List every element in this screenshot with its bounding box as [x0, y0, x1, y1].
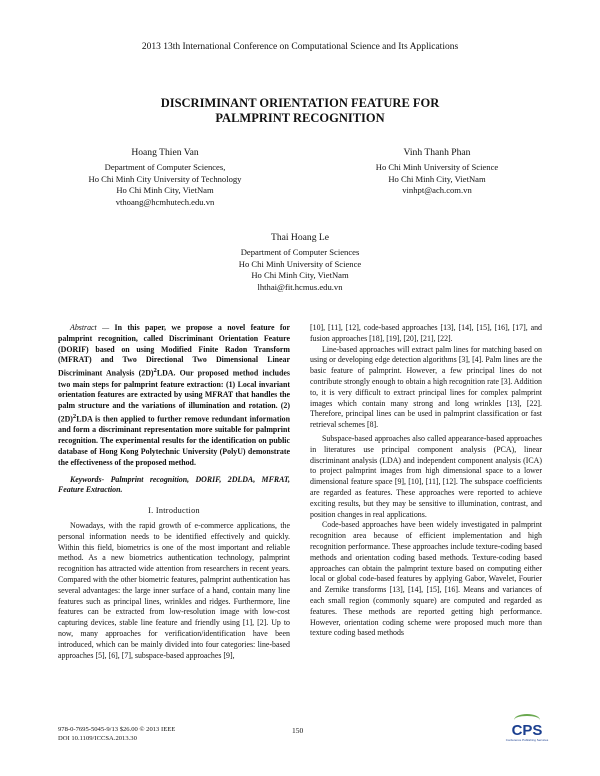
- keywords-label: Keywords-: [70, 474, 105, 484]
- logo-subtitle: Conference Publishing Services: [505, 738, 549, 742]
- keywords: [58, 475, 290, 497]
- abstract-sep: —: [96, 323, 115, 332]
- author-email: vthoang@hcmhutech.edu.vn: [115, 196, 215, 207]
- author-affil-line: Department of Computer Sciences,: [104, 162, 226, 173]
- conference-header: 2013 13th International Conference on Computational Science and Its Applications: [141, 42, 459, 52]
- right-column: [310, 323, 542, 639]
- paper-title: [0, 96, 600, 126]
- left-column: [58, 323, 290, 661]
- body-paragraph: [10], [11], [12], code-based approaches [13], [14], [15], [16], [17], and fusion approaches [18], [19], [20], [21], [22].: [310, 323, 542, 343]
- author-affil-line: Ho Chi Minh City, VietNam: [388, 173, 486, 184]
- author-affil-line: Ho Chi Minh City University of Technology: [88, 173, 242, 184]
- abstract-sup-2: 2: [72, 413, 77, 420]
- author-name: Thai Hoang Le: [270, 232, 330, 243]
- abstract: [58, 323, 290, 469]
- footer-line: DOI 10.1109/ICCSA.2013.30: [58, 735, 137, 742]
- abstract-sup-1: 2: [153, 367, 157, 375]
- abstract-label: Abstract: [70, 323, 97, 332]
- title-line-2: PALMPRINT RECOGNITION: [215, 111, 385, 125]
- author-affil-line: Ho Chi Minh University of Science: [238, 258, 362, 269]
- cps-logo: [502, 716, 552, 742]
- author-affil-line: Ho Chi Minh City, VietNam: [116, 185, 214, 196]
- section-heading: I. Introduction: [148, 506, 200, 516]
- body-paragraph: Subspace-based approaches also called appearance-based approaches in literatures use principal component analysis (PCA), linear discriminant analysis (LDA) and independent component analysis (ICA) to project palmprint images from high dimensional space to a lower dimensional feature space [9], [10], [11], [12]. The subspace coefficients are regarded as features. These approaches were reported to achieve exciting results, but they may be sensitive to illumination, contrast, and position changes in real applications.: [310, 433, 542, 519]
- author-affil-line: Department of Computer Sciences: [240, 247, 360, 258]
- author-block-1: [50, 147, 280, 208]
- intro-paragraph: Nowadays, with the rapid growth of e-commerce applications, the personal information needs to be identified effectively and quickly. Within this field, biometrics is one of the most important and reliable method. As a new biometrics authentication technology, palmprint recognition has attracted wide attention from researchers in recent years. Compared with the other biometric features, palmprint authentication has several advantages: the large inner surface of a hand, contain many line features such as principal lines, wrinkles and ridges. Furthermore, line features can be extracted from low-resolution image with low-cost capturing devices, stable line feature and friendly using [1], [2]. Up to now, many approaches for verification/identification have been introduced, which can be mainly divided into four categories: line-based approaches [5], [6], [7], subspace-based approaches [9],: [58, 521, 290, 660]
- author-affil-line: Ho Chi Minh City, VietNam: [251, 270, 349, 281]
- author-name: Hoang Thien Van: [131, 147, 199, 158]
- author-name: Vinh Thanh Phan: [403, 147, 471, 158]
- body-paragraph: Line-based approaches will extract palm lines for matching based on using or developing edge detection algorithms [3], [4]. Palm lines are the basic feature of palmprint. However, a few principal lines do not contribute strongly enough to obtain a high recognition rate [3]. Addition to, it is very difficult to extract principal lines for complex palmprint images which contain many strong and long wrinkles [13], [22]. Therefore, principal lines can be used in palmprint classification or fast retrieval schemes [8].: [310, 344, 542, 430]
- author-block-3: [185, 232, 415, 293]
- author-email: vinhpt@ach.com.vn: [402, 185, 472, 196]
- abstract-text-1: In this paper, we propose a novel feature for palmprint recognition, called Discriminant Orientation Feature (DORIF) based on using Modified Finite Radon Transform (MFRAT) and Two Directional Two Dimensional Linear Discriminant Analysis (2D): [58, 323, 290, 378]
- title-line-1: DISCRIMINANT ORIENTATION FEATURE FOR: [160, 96, 440, 110]
- keywords-text: Palmprint recognition, DORIF, 2DLDA, MFRAT, Feature Extraction.: [58, 474, 290, 495]
- logo-text: CPS: [511, 722, 543, 739]
- copyright-footer: [58, 725, 175, 743]
- author-affil-line: Ho Chi Minh University of Science: [375, 162, 499, 173]
- body-paragraph: Code-based approaches have been widely investigated in palmprint recognition area because of efficient implementation and high recognition performance. These approaches include texture-coding based methods and orientation coding based methods. Texture-coding based approaches can obtain the palmprint texture based on computing either local or global code-based features by applying Gabor, Wavelet, Fourier and Zernike transforms [13], [14], [15], [16]. Means and variances of each small region (commonly square) are computed and regarded as features. These methods are reported getting high performance. However, orientation coding scheme were proposed much more than texture coding based methods: [310, 520, 542, 638]
- author-email: lhthai@fit.hcmus.edu.vn: [257, 281, 343, 292]
- page-number: 150: [292, 726, 304, 735]
- abstract-text-3: LDA is then applied to further remove redundant information and form a discriminant representation more suitable for palmprint recognition. The experimental results for the identification on public database of Hong Kong Polytechnic University (PolyU) demonstrate the effectiveness of the proposed method.: [58, 414, 290, 467]
- footer-line: 978-0-7695-5045-9/13 $26.00 © 2013 IEEE: [58, 726, 176, 733]
- author-block-2: [322, 147, 552, 197]
- abstract-text-2: LDA. Our proposed method includes two main steps for palmprint feature extraction: (1) Local invariant orientation features are extracted by using MFRAT that handles the palm structure and the variations of illumination and rotation. (2) (2D): [58, 368, 290, 424]
